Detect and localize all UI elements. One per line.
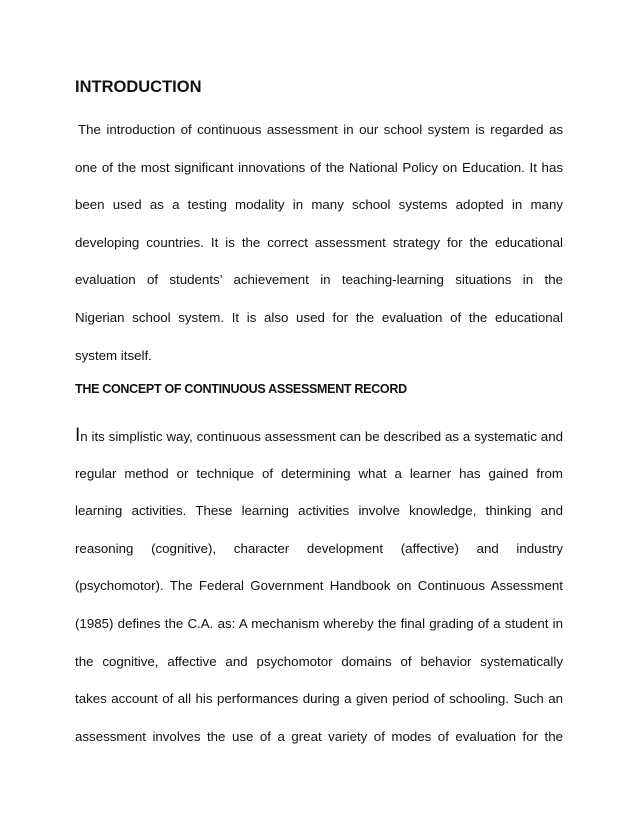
concept-line: (psychomotor). The Federal Government Handbook on Continuous Assessment [75,578,563,594]
concept-paragraph [75,425,563,766]
drop-cap-letter: I [75,425,81,446]
intro-line: one of the most significant innovations of the National Policy on Education. It has [75,159,563,175]
concept-line: (1985) defines the C.A. as: A mechanism whereby the final grading of a student in [75,615,563,631]
intro-line: system itself. [75,347,152,363]
concept-line: the cognitive, affective and psychomotor domains of behavior systematically [75,653,563,669]
concept-line: regular method or technique of determining what a learner has gained from [75,465,563,481]
concept-heading: THE CONCEPT OF CONTINUOUS ASSESSMENT RECORD [75,382,407,396]
concept-line: learning activities. These learning activities involve knowledge, thinking and [75,503,563,519]
concept-line: assessment involves the use of a great variety of modes of evaluation for the [75,728,563,744]
intro-line: developing countries. It is the correct assessment strategy for the educational [75,234,563,250]
concept-line: reasoning (cognitive), character development (affective) and industry [75,540,563,556]
intro-line: The introduction of continuous assessment in our school system is regarded as [78,122,563,137]
concept-line [75,425,563,466]
intro-line: Nigerian school system. It is also used for the evaluation of the educational [75,309,563,325]
concept-line: takes account of all his performances during a given period of schooling. Such an [75,691,563,707]
concept-line-text: n its simplistic way, continuous assessment can be described as a systematic and [80,429,563,444]
introduction-heading: INTRODUCTION [75,78,202,96]
intro-line: evaluation of students’ achievement in teaching-learning situations in the [75,272,563,288]
intro-line: been used as a testing modality in many school systems adopted in many [75,197,563,213]
introduction-paragraph [75,122,563,385]
